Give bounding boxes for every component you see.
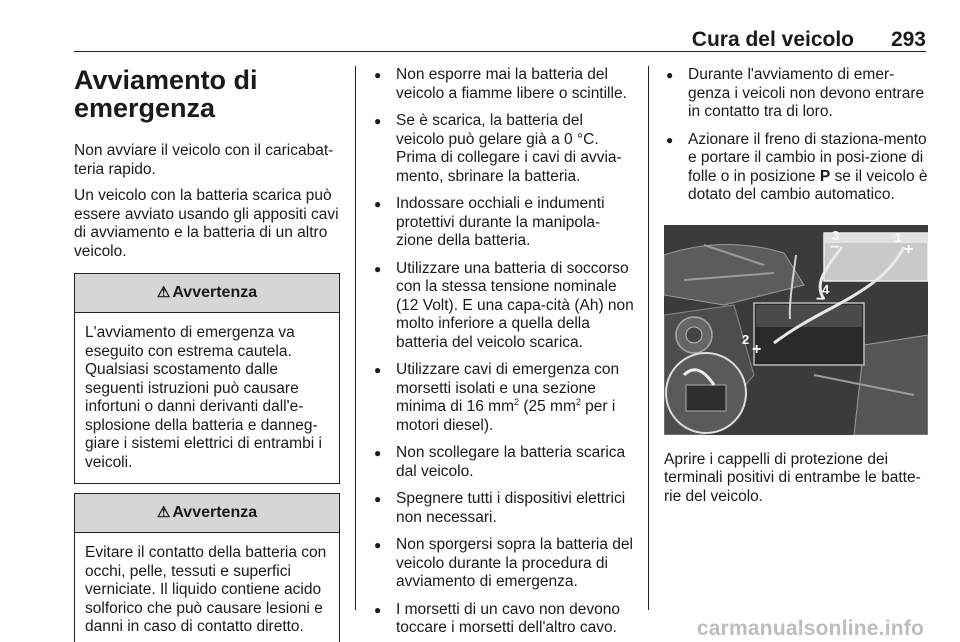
plus-terminal-donor: [904, 241, 913, 260]
column-2: [372, 66, 634, 642]
procedure-list: [664, 66, 928, 205]
warning-title: Avvertenza: [172, 283, 258, 301]
warning-triangle-icon: ⚠: [156, 503, 171, 521]
page-header: [74, 26, 926, 52]
column-divider: [355, 66, 356, 610]
minus-sign: −: [816, 290, 826, 308]
engine-bay-illustration: [664, 225, 928, 435]
plus-terminal-vehicle: [752, 341, 761, 360]
warning-header: [75, 494, 339, 533]
minus-terminal-donor: [830, 239, 839, 258]
callout-number: 4: [822, 281, 830, 297]
plus-sign: +: [752, 340, 762, 358]
superscript: 2: [575, 397, 581, 407]
callout-2: [742, 331, 749, 350]
cable-section-text: (25 mm: [519, 398, 576, 415]
callout-number: 1: [894, 229, 902, 245]
list-item: ● Non sporgersi sopra la batteria del veicolo durante la procedura di avviamento di emergenza.: [372, 536, 634, 592]
gear-position-text: Azionare il freno di staziona-mento e portare il cambio in posi-zione di folle o in posizione: [688, 130, 927, 185]
intro-paragraph-2: Un veicolo con la batteria scarica può essere avviato usando gli appositi cavi di avviamento e la batteria di un altro veicolo.: [74, 187, 339, 260]
warning-header: [75, 274, 339, 313]
list-item: [372, 361, 634, 435]
warning-box-1: [74, 273, 340, 484]
cable-section-text: per i motori diesel).: [396, 398, 616, 434]
list-item: ● Durante l'avviamento di emer-genza i veicoli non devono entrare in contatto tra di loro.: [664, 66, 928, 122]
list-item: ● Indossare occhiali e indumenti protettivi durante la manipola-zione della batteria.: [372, 195, 634, 251]
list-item: ● Non scollegare la batteria scarica dal veicolo.: [372, 444, 634, 481]
list-item: ● Utilizzare una batteria di soccorso con la stessa tensione nominale (12 Volt). E una capa-cità (Ah) non molto inferiore a quella della batteria del veicolo scarica.: [372, 260, 634, 353]
column-1: [74, 66, 340, 642]
warning-title: Avvertenza: [172, 503, 258, 521]
engine-bay-drawing: [664, 225, 928, 435]
page-number: 293: [890, 28, 926, 51]
callout-number: 3: [832, 227, 840, 243]
title-line-1: Avviamento di: [74, 65, 258, 95]
callout-number: 2: [742, 331, 750, 347]
superscript: 2: [514, 397, 520, 407]
list-item: ● Spegnere tutti i dispositivi elettrici non necessari.: [372, 490, 634, 527]
warning-triangle-icon: ⚠: [156, 283, 171, 301]
figure-caption: Aprire i cappelli di protezione dei terminali positivi di entrambe le batte-rie del veicolo.: [664, 450, 921, 505]
warning-text: L'avviamento di emergenza va eseguito con estrema cautela. Qualsiasi scostamento dalle seguenti istruzioni può causare infortuni o danni derivanti dall'e-splosione della batteria e danneg-giare i sistemi elettrici di entrambi i veicoli.: [85, 324, 322, 471]
list-item: ● I morsetti di un cavo non devono toccare i morsetti dell'altro cavo.: [372, 601, 634, 638]
gear-position-text: se il veicolo è dotato del cambio automatico.: [688, 167, 928, 203]
page-title: [74, 66, 340, 122]
column-3: [664, 66, 928, 514]
list-item: ● Se è scarica, la batteria del veicolo può gelare già a 0 °C. Prima di collegare i cavi di avvia-mento, sbrinare la batteria.: [372, 112, 634, 186]
watermark-brand: carmanualsonline.info: [696, 617, 924, 640]
precautions-list: [372, 66, 634, 638]
title-line-2: emergenza: [74, 93, 216, 123]
cable-section-text: Utilizzare cavi di emergenza con morsetti isolati e una sezione minima di 16 mm: [396, 361, 620, 415]
warning-text: Evitare il contatto della batteria con occhi, pelle, tessuti e superfici verniciate. Il liquido contiene acido solforico che può causare lesioni e danni in caso di contatto diretto.: [85, 544, 327, 635]
warning-box-2: [74, 493, 340, 642]
minus-sign: −: [830, 238, 840, 256]
minus-terminal-vehicle: [816, 291, 825, 310]
column-divider: [648, 66, 649, 610]
plus-sign: +: [904, 240, 914, 258]
gear-letter: P: [819, 167, 831, 185]
section-title: Cura del veicolo: [691, 28, 854, 51]
list-item: [664, 131, 928, 205]
intro-paragraph-1: Non avviare il veicolo con il caricabat-teria rapido.: [74, 142, 334, 178]
list-item: ● Non esporre mai la batteria del veicolo a fiamme libere o scintille.: [372, 66, 634, 103]
